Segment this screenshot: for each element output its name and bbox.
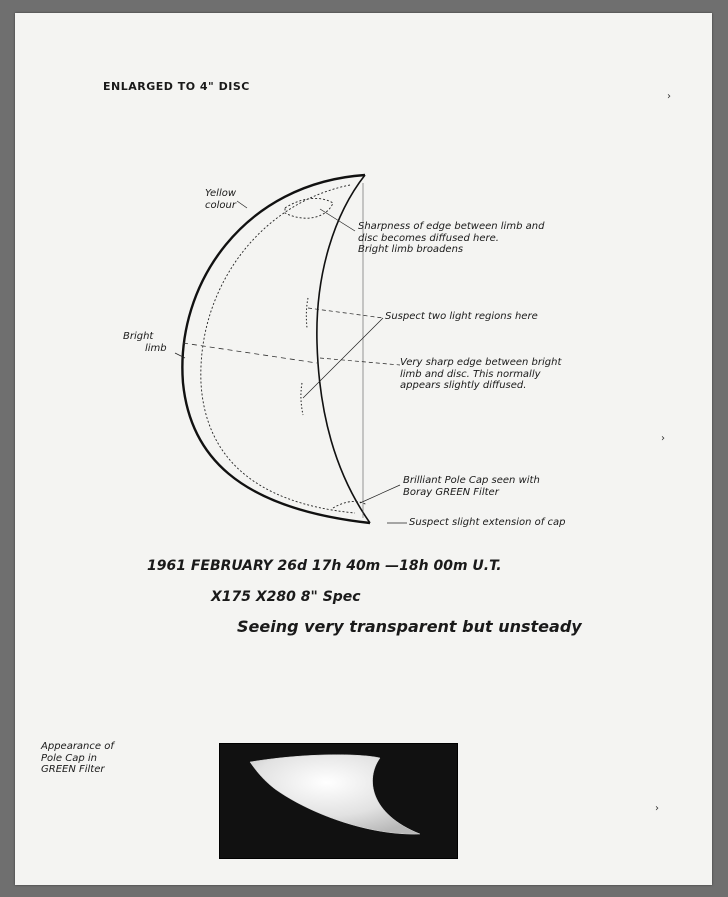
caption-line: Appearance of	[41, 741, 114, 752]
observation-seeing: Seeing very transparent but unsteady	[237, 617, 582, 636]
caption-line: Pole Cap in	[41, 752, 98, 764]
paper-sheet	[15, 13, 712, 885]
label-pole-cap	[403, 475, 540, 498]
label-line: Boray GREEN Filter	[403, 486, 499, 498]
light-region-1	[306, 298, 308, 328]
leader-light-2	[303, 318, 383, 398]
label-sharpness	[358, 221, 544, 256]
inset-caption	[41, 741, 114, 776]
label-light-regions: Suspect two light regions here	[385, 311, 538, 322]
label-line: Brilliant Pole Cap seen with	[403, 475, 540, 486]
label-line: limb and disc. This normally	[400, 368, 541, 380]
label-line: Sharpness of edge between limb and	[358, 221, 545, 232]
leader-pole-cap	[360, 485, 400, 503]
leader-sharpness	[320, 209, 355, 231]
observation-magnification: X175 X280 8" Spec	[211, 589, 361, 605]
label-extension: Suspect slight extension of cap	[409, 517, 566, 528]
label-line: appears slightly diffused.	[400, 380, 527, 391]
label-line: colour	[205, 199, 236, 211]
label-sharp-edge	[400, 357, 561, 392]
caption-line: GREEN Filter	[41, 764, 105, 775]
pencil-mark: ›	[655, 803, 659, 814]
observation-date: 1961 FEBRUARY 26d 17h 40m —18h 00m U.T.	[147, 558, 502, 574]
inset-drawing	[220, 744, 457, 858]
label-line: disc becomes diffused here.	[358, 232, 499, 244]
label-yellow-colour	[205, 188, 236, 211]
leader-yellow	[237, 201, 247, 208]
inset-crescent	[250, 755, 420, 834]
pole-cap-inset-image	[219, 743, 458, 859]
limb-boundary-dotted	[201, 185, 355, 513]
label-line: Yellow	[205, 188, 237, 199]
equator-line	[183, 343, 317, 363]
label-line: Bright limb broadens	[358, 244, 464, 255]
label-bright-limb	[123, 331, 167, 354]
pencil-mark: ›	[667, 91, 671, 102]
heading: ENLARGED TO 4" DISC	[103, 80, 250, 93]
label-line: Very sharp edge between bright	[400, 357, 562, 368]
pencil-mark: ›	[661, 433, 665, 444]
leader-sharp-edge	[320, 358, 400, 365]
leader-light-1	[308, 308, 383, 318]
light-region-2	[301, 383, 303, 415]
yellow-region	[285, 198, 333, 218]
label-line: Bright	[123, 331, 154, 342]
label-line: limb	[145, 342, 167, 354]
